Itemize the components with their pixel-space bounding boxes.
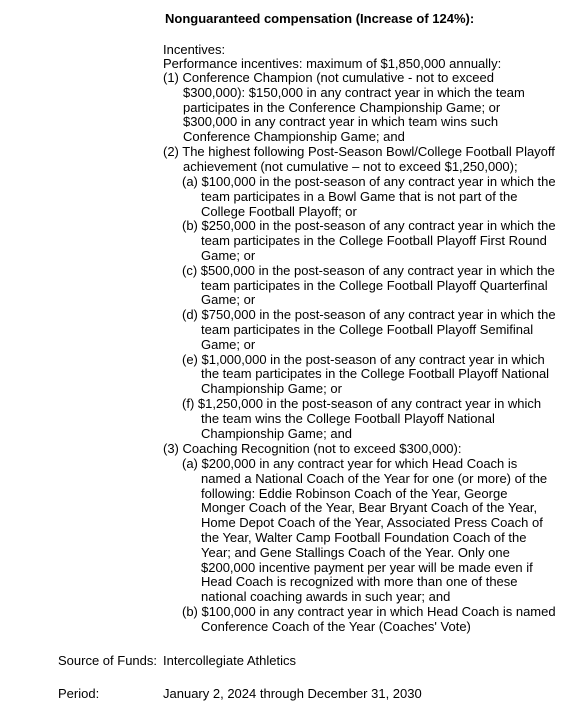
subitem-line: (a) $100,000 in the post-season of any contract year in which the bbox=[182, 174, 556, 189]
item-2-line: achievement (not cumulative – not to exceed $1,250,000); bbox=[183, 158, 518, 174]
item-1-line: (1) Conference Champion (not cumulative - not to exceed bbox=[163, 70, 494, 85]
subitem-2d bbox=[182, 308, 556, 352]
subitem-line: national coaching awards in such year; and bbox=[201, 589, 451, 605]
subitem-line: (a) $200,000 in any contract year for which Head Coach is bbox=[182, 456, 518, 471]
item-2-postseason bbox=[163, 145, 555, 175]
subitem-line: team participates in the College Football Playoff First Round bbox=[201, 233, 547, 249]
subitem-line: the team participates in the College Football Playoff National bbox=[201, 366, 550, 382]
item-1-line: participates in the Conference Championship Game; or bbox=[183, 99, 501, 115]
subitem-line: Game; or bbox=[201, 247, 256, 263]
item-2-subitems bbox=[182, 175, 556, 441]
subitem-2a bbox=[182, 175, 556, 219]
subitem-line: (b) $250,000 in the post-season of any contract year in which the bbox=[182, 218, 556, 234]
subitem-line: Conference Coach of the Year (Coaches' Vote) bbox=[201, 618, 471, 634]
subitem-line: following: Eddie Robinson Coach of the Year, George bbox=[201, 485, 508, 501]
subitem-line: the Year, Walter Camp Football Foundation Coach of the bbox=[201, 529, 527, 545]
subitem-3a bbox=[182, 457, 556, 605]
subitem-line: Game; or bbox=[201, 336, 256, 352]
subitem-line: team participates in a Bowl Game that is not part of the bbox=[201, 188, 518, 204]
item-3-line: (3) Coaching Recognition (not to exceed $300,000): bbox=[163, 441, 462, 456]
subitem-2c bbox=[182, 264, 556, 308]
subitem-line: (b) $100,000 in any contract year in which Head Coach is named bbox=[182, 603, 556, 619]
subitem-line: (d) $750,000 in the post-season of any contract year in which the bbox=[182, 307, 556, 323]
subitem-line: $200,000 incentive payment per year will be made even if bbox=[201, 559, 533, 575]
subitem-2e bbox=[182, 353, 556, 397]
subitem-line: named a National Coach of the Year for one (or more) of the bbox=[201, 470, 548, 486]
subitem-2f bbox=[182, 397, 556, 441]
subitem-line: College Football Playoff; or bbox=[201, 203, 357, 219]
subitem-line: team participates in the College Football Playoff Quarterfinal bbox=[201, 277, 548, 293]
source-of-funds-label: Source of Funds: bbox=[58, 653, 157, 668]
subitem-line: team participates in the College Football Playoff Semifinal bbox=[201, 321, 534, 337]
subitem-line: Championship Game; and bbox=[201, 425, 353, 441]
subitem-line: Year; and Gene Stallings Coach of the Year. Only one bbox=[201, 544, 510, 560]
performance-incentives-label: Performance incentives: maximum of $1,850,000 annually: bbox=[163, 56, 502, 71]
source-of-funds-value: Intercollegiate Athletics bbox=[163, 653, 296, 668]
item-2-line: (2) The highest following Post-Season Bowl/College Football Playoff bbox=[163, 144, 555, 159]
subitem-line: the team wins the College Football Playoff National bbox=[201, 410, 495, 426]
subitem-line: (c) $500,000 in the post-season of any contract year in which the bbox=[182, 262, 555, 278]
item-1-line: Conference Championship Game; and bbox=[183, 129, 405, 145]
subitem-line: Game; or bbox=[201, 292, 256, 308]
subitem-line: Monger Coach of the Year, Bear Bryant Coach of the Year, bbox=[201, 500, 538, 516]
section-heading: Nonguaranteed compensation (Increase of 124%): bbox=[165, 11, 475, 26]
period-value: January 2, 2024 through December 31, 2030 bbox=[163, 686, 422, 701]
subitem-line: (e) $1,000,000 in the post-season of any contract year in which bbox=[182, 351, 545, 367]
item-3-coaching-recognition bbox=[163, 442, 461, 457]
subitem-line: Head Coach is recognized with more than one of these bbox=[201, 574, 518, 590]
subitem-2b bbox=[182, 219, 556, 263]
incentives-label: Incentives: bbox=[163, 42, 226, 57]
subitem-3b bbox=[182, 605, 556, 635]
item-1-conference-champion bbox=[163, 71, 525, 145]
subitem-line: (f) $1,250,000 in the post-season of any contract year in which bbox=[182, 395, 542, 411]
period-label: Period: bbox=[58, 686, 100, 701]
item-1-line: $300,000): $150,000 in any contract year in which the team bbox=[183, 84, 525, 100]
subitem-line: Home Depot Coach of the Year, Associated Press Coach of bbox=[201, 515, 543, 531]
subitem-line: Championship Game; or bbox=[201, 381, 342, 397]
item-3-subitems bbox=[182, 457, 556, 635]
item-1-line: $300,000 in any contract year in which team wins such bbox=[183, 114, 499, 130]
